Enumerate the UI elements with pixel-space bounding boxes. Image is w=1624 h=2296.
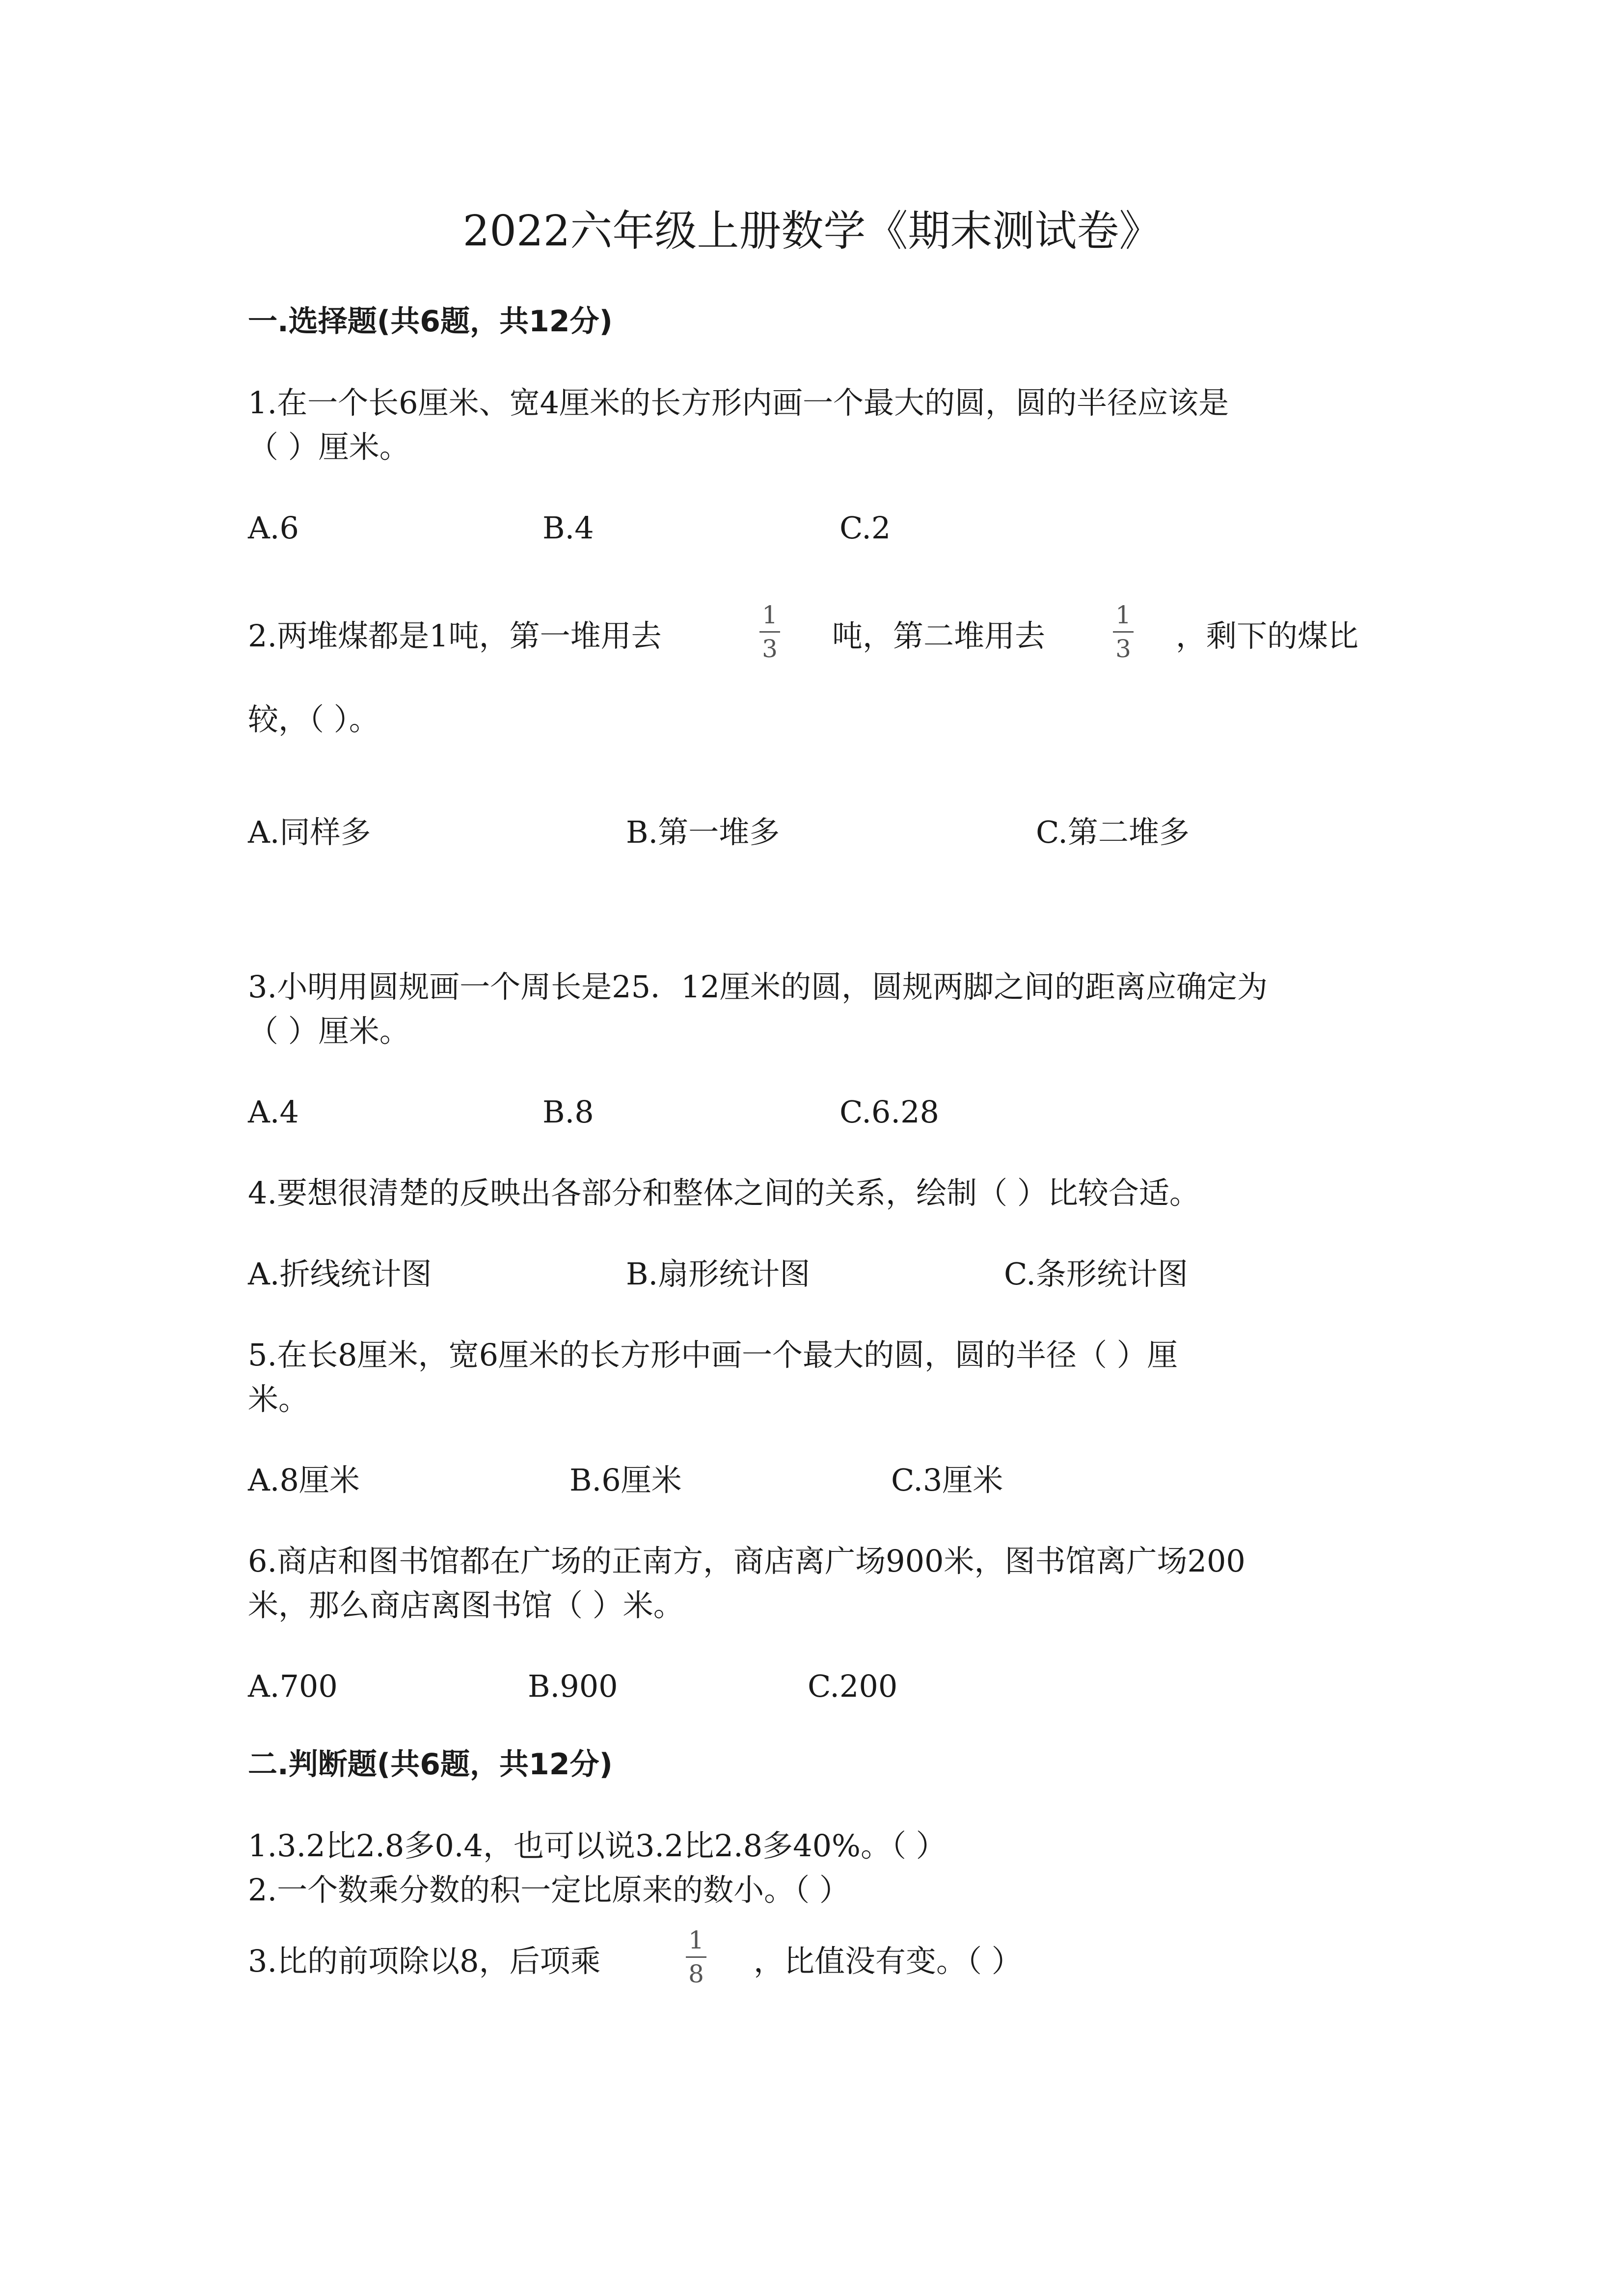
- choice-q3-option-b: B.8: [542, 1094, 594, 1130]
- choice-q2-part1: 2.两堆煤都是1吨，第一堆用去: [248, 618, 662, 654]
- fraction-denominator: 3: [762, 635, 778, 663]
- choice-q1-option-b: B.4: [542, 510, 594, 546]
- choice-q3-line1: 3.小明用圆规画一个周长是25．12厘米的圆，圆规两脚之间的距离应确定为: [248, 969, 1268, 1005]
- choice-q6-option-c: C.200: [808, 1668, 898, 1704]
- choice-q5-option-a: A.8厘米: [248, 1462, 360, 1498]
- judge-q1: 1.3.2比2.8多0.4，也可以说3.2比2.8多40%。（ ）: [248, 1828, 947, 1864]
- choice-q3-line2: （ ）厘米。: [248, 1013, 410, 1049]
- fraction-denominator: 3: [1115, 635, 1131, 663]
- choice-q5-line1: 5.在长8厘米，宽6厘米的长方形中画一个最大的圆，圆的半径（ ）厘: [248, 1337, 1178, 1373]
- choice-q4-option-c: C.条形统计图: [1004, 1256, 1188, 1292]
- choice-q4-option-a: A.折线统计图: [248, 1256, 432, 1292]
- choice-q2-part3: ，剩下的煤比: [1176, 618, 1359, 654]
- fraction-bar: [686, 1956, 706, 1958]
- choice-q1-option-c: C.2: [839, 510, 891, 546]
- fraction-bar: [1113, 631, 1134, 633]
- judge-q3-part2: ，比值没有变。（ ）: [754, 1943, 1022, 1979]
- fraction-numerator: 1: [688, 1926, 704, 1954]
- choice-q1-line2: （ ）厘米。: [248, 429, 410, 465]
- choice-q2-option-b: B.第一堆多: [626, 814, 780, 850]
- judge-q2: 2.一个数乘分数的积一定比原来的数小。（ ）: [248, 1872, 850, 1908]
- choice-q4-option-b: B.扇形统计图: [626, 1256, 811, 1292]
- fraction-numerator: 1: [1115, 601, 1131, 629]
- choice-q1-line1: 1.在一个长6厘米、宽4厘米的长方形内画一个最大的圆，圆的半径应该是: [248, 385, 1229, 421]
- fraction-one-third-a: [758, 603, 782, 661]
- choice-q4-line1: 4.要想很清楚的反映出各部分和整体之间的关系，绘制（ ）比较合适。: [248, 1175, 1200, 1211]
- choice-q1-option-a: A.6: [248, 510, 299, 546]
- choice-q6-line1: 6.商店和图书馆都在广场的正南方，商店离广场900米，图书馆离广场200: [248, 1543, 1245, 1579]
- section-heading-choice: 一.选择题(共6题，共12分): [248, 304, 613, 339]
- fraction-one-third-b: [1111, 603, 1136, 661]
- fraction-bar: [759, 631, 780, 633]
- choice-q2-part2: 吨，第二堆用去: [832, 618, 1046, 654]
- fraction-denominator: 8: [688, 1960, 704, 1988]
- page-title: 2022六年级上册数学《期末测试卷》: [462, 207, 1162, 256]
- fraction-numerator: 1: [762, 601, 778, 629]
- choice-q3-option-c: C.6.28: [839, 1094, 939, 1130]
- choice-q6-line2: 米，那么商店离图书馆（ ）米。: [248, 1587, 684, 1623]
- fraction-one-eighth: [684, 1928, 708, 1986]
- choice-q2-option-a: A.同样多: [248, 814, 371, 850]
- choice-q6-option-a: A.700: [248, 1668, 338, 1704]
- choice-q5-line2: 米。: [248, 1381, 309, 1417]
- choice-q2-line2: 较，（ ）。: [248, 701, 379, 737]
- judge-q3-part1: 3.比的前项除以8，后项乘: [248, 1943, 601, 1979]
- choice-q5-option-b: B.6厘米: [569, 1462, 682, 1498]
- choice-q3-option-a: A.4: [248, 1094, 299, 1130]
- choice-q5-option-c: C.3厘米: [891, 1462, 1003, 1498]
- choice-q6-option-b: B.900: [528, 1668, 618, 1704]
- choice-q2-option-c: C.第二堆多: [1036, 814, 1190, 850]
- section-heading-judge: 二.判断题(共6题，共12分): [248, 1747, 613, 1782]
